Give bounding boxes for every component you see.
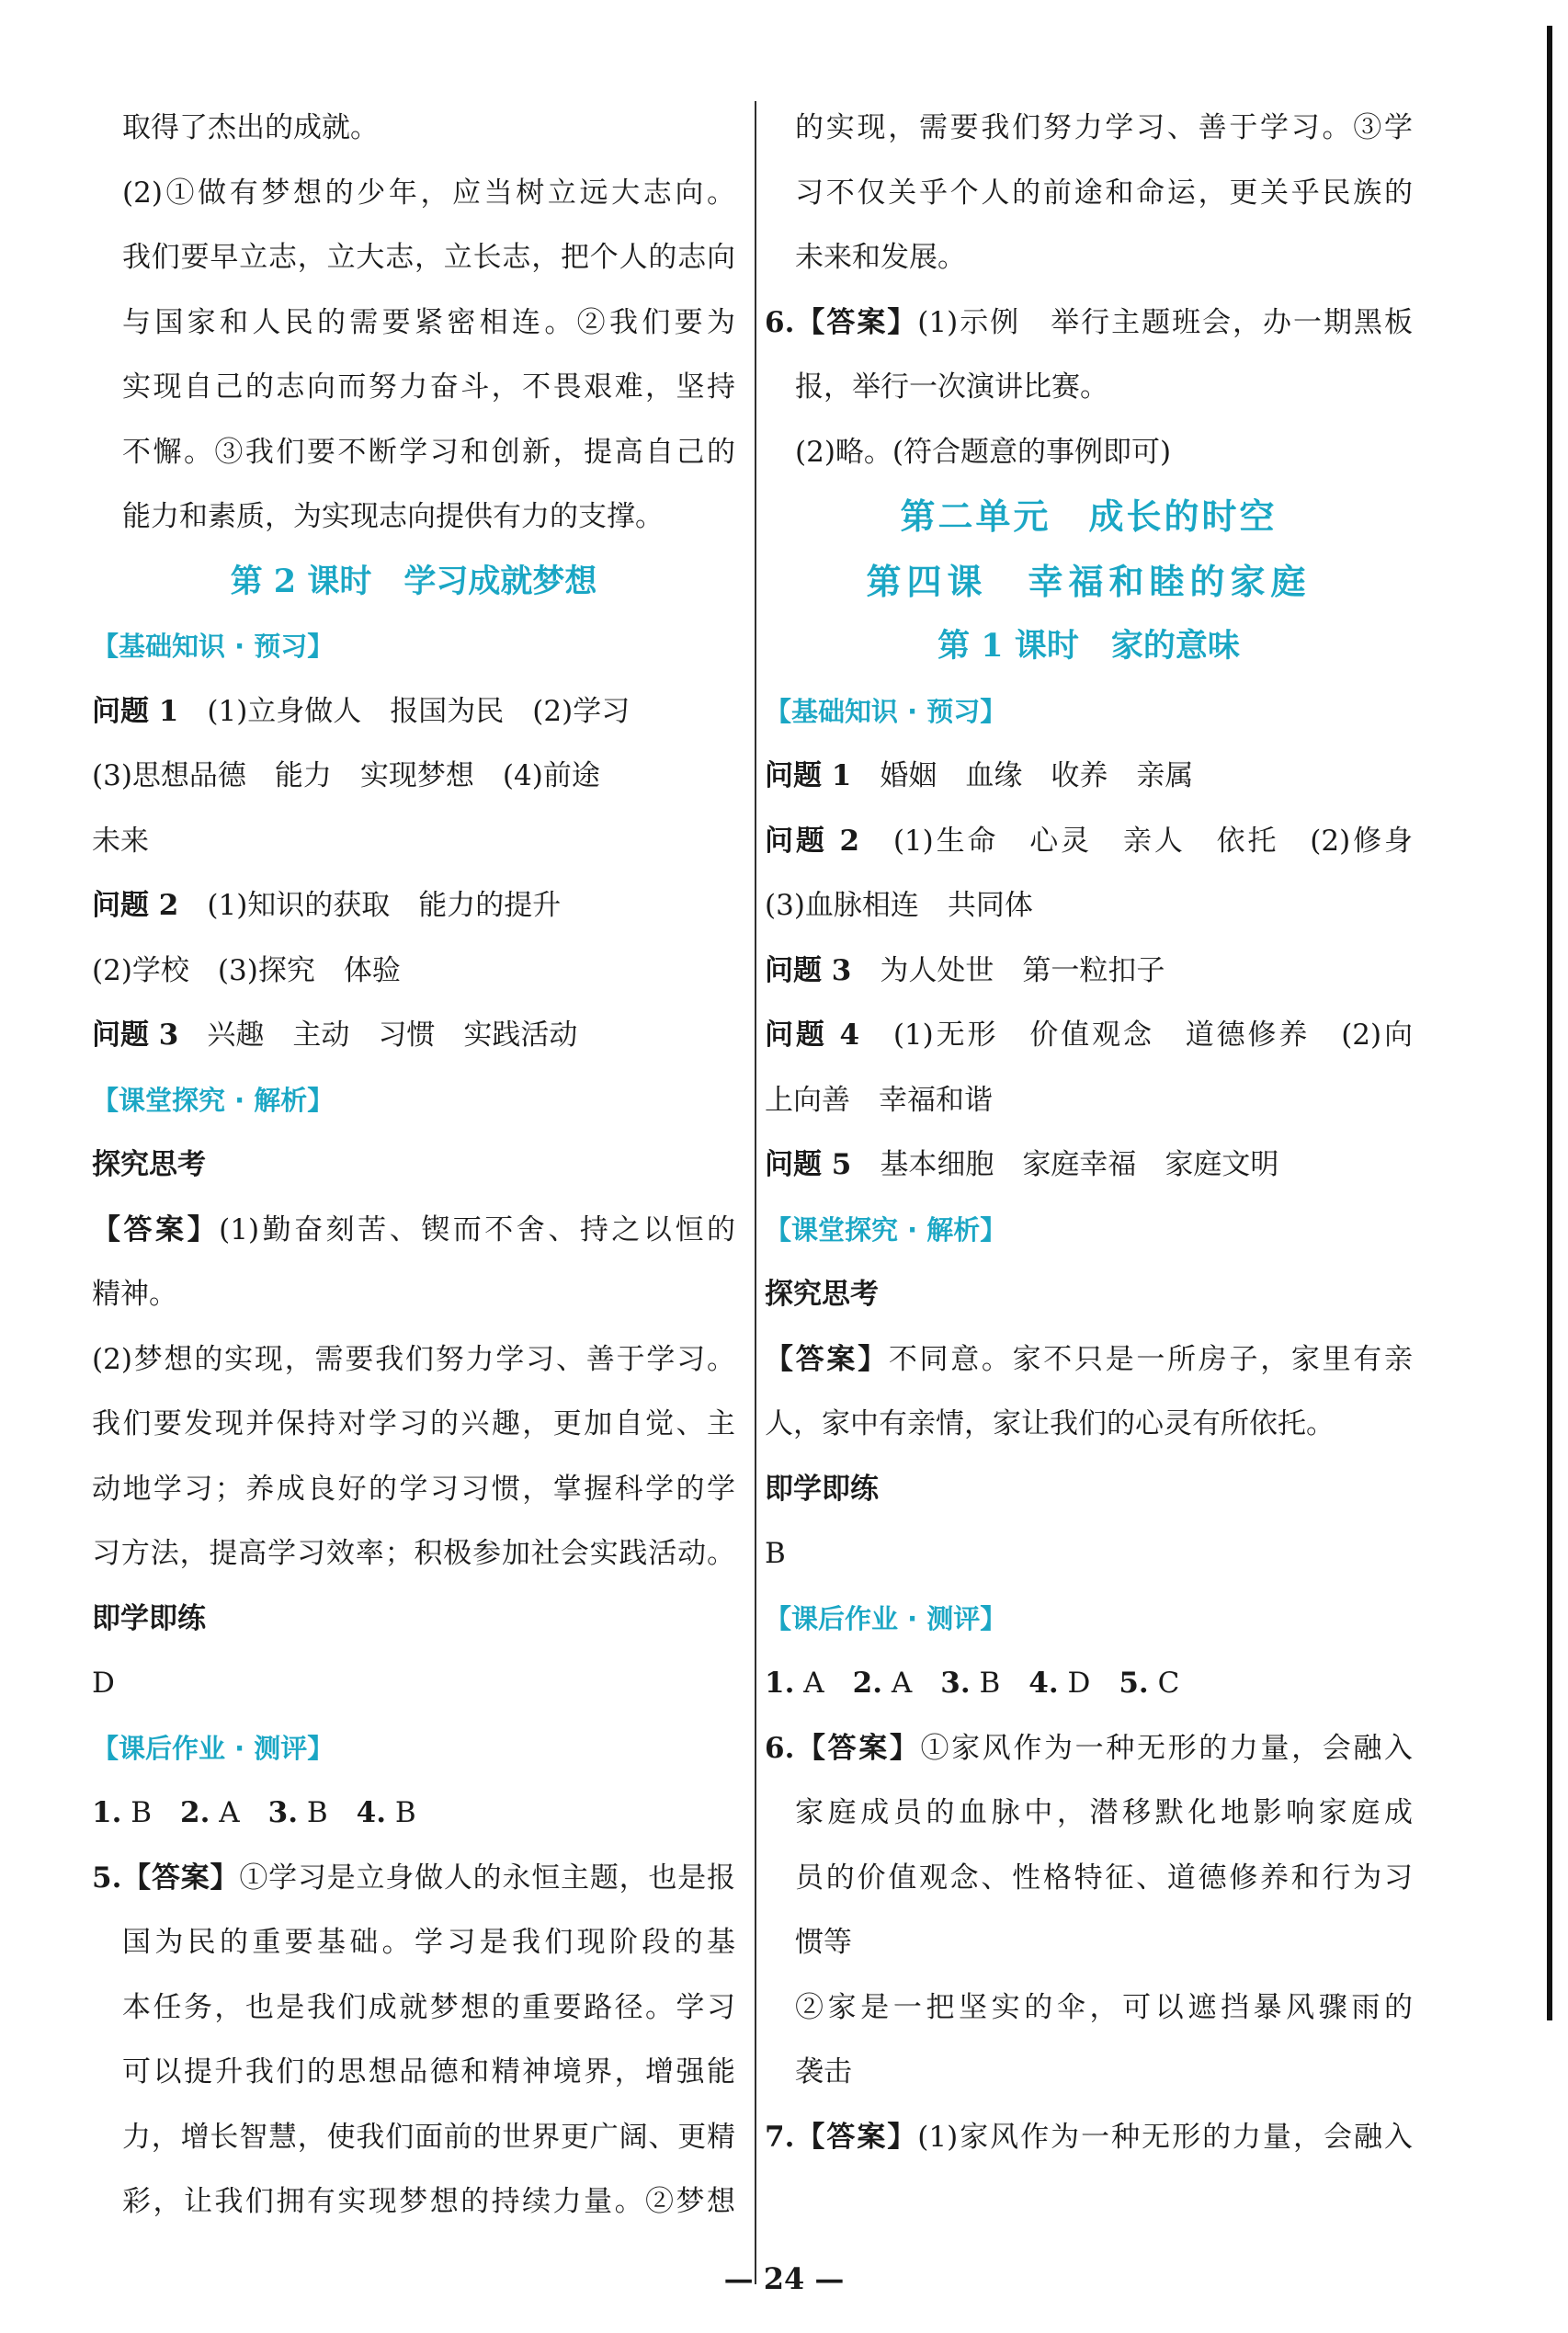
text-line: B [765, 1537, 786, 1570]
text-line: 习方法，提高学习效率；积极参加社会实践活动。 [92, 1537, 735, 1570]
question-answer-line: 问题 3 为人处世 第一粒扣子 [765, 953, 1165, 987]
text-line: 我们要早立志，立大志，立长志，把个人的志向 [122, 241, 735, 274]
text-line: 不懈。③我们要不断学习和创新，提高自己的 [122, 435, 735, 469]
answer-line: 6.【答案】①家风作为一种无形的力量，会融入 [765, 1731, 1413, 1765]
answer-line: 【答案】(1)勤奋刻苦、锲而不舍、持之以恒的 [92, 1212, 735, 1246]
text-line: 的实现，需要我们努力学习、善于学习。③学 [795, 111, 1413, 144]
subheading: 即学即练 [92, 1601, 206, 1635]
page-edge-bar [1547, 26, 1552, 2020]
lesson-title: 第 2 课时 学习成就梦想 [230, 562, 597, 600]
text-line: 国为民的重要基础。学习是我们现阶段的基 [122, 1926, 735, 1959]
chapter-title: 第四课 幸福和睦的家庭 [866, 560, 1312, 602]
text-line: 家庭成员的血脉中，潜移默化地影响家庭成 [795, 1796, 1413, 1829]
question-answer-line: 问题 1 婚姻 血缘 收养 亲属 [765, 759, 1194, 792]
answer-line: 7.【答案】(1)家风作为一种无形的力量，会融入 [765, 2120, 1413, 2154]
text-line: 员的价值观念、性格特征、道德修养和行为习 [795, 1861, 1413, 1895]
text-line: 彩，让我们拥有实现梦想的持续力量。②梦想 [122, 2185, 735, 2218]
question-answer-line: 问题 2 (1)知识的获取 能力的提升 [92, 889, 562, 922]
question-answer-line: 问题 4 (1)无形 价值观念 道德修养 (2)向 [765, 1019, 1413, 1052]
text-line: (3)思想品德 能力 实现梦想 (4)前途 [92, 759, 600, 792]
text-line: 习不仅关乎个人的前途和命运，更关乎民族的 [795, 176, 1413, 210]
text-line: 报，举行一次演讲比赛。 [795, 370, 1108, 404]
answer-line: 5.【答案】①学习是立身做人的永恒主题，也是报 [92, 1861, 735, 1895]
text-line: 实现自己的志向而努力奋斗，不畏艰难，坚持 [122, 370, 735, 404]
section-heading: 【基础知识 · 预习】 [92, 631, 335, 662]
text-line: 本任务，也是我们成就梦想的重要路径。学习 [122, 1990, 735, 2024]
subheading: 即学即练 [765, 1472, 879, 1506]
text-line: 惯等 [795, 1926, 852, 1959]
answer-line: 6.【答案】(1)示例 举行主题班会，办一期黑板 [765, 305, 1413, 339]
right-column [765, 96, 1413, 2169]
section-heading: 【基础知识 · 预习】 [765, 695, 1007, 727]
text-line: (2)略。(符合题意的事例即可) [795, 435, 1172, 469]
column-divider [755, 101, 756, 2284]
page-number: — 24 — [723, 2261, 845, 2296]
text-line: D [92, 1667, 115, 1700]
text-line: 动地学习；养成良好的学习习惯，掌握科学的学 [92, 1472, 735, 1506]
text-line: 上向善 幸福和谐 [765, 1083, 993, 1117]
subheading: 探究思考 [765, 1278, 879, 1311]
left-column [92, 96, 735, 2235]
text-line: (2)①做有梦想的少年，应当树立远大志向。 [122, 176, 735, 210]
subheading: 探究思考 [92, 1148, 206, 1181]
question-answer-line: 问题 5 基本细胞 家庭幸福 家庭文明 [765, 1148, 1279, 1181]
text-line: 人，家中有亲情，家让我们的心灵有所依托。 [765, 1407, 1335, 1440]
text-line: ②家是一把坚实的伞，可以遮挡暴风骤雨的 [795, 1990, 1413, 2024]
text-line: 我们要发现并保持对学习的兴趣，更加自觉、主 [92, 1407, 735, 1440]
question-answer-line: 问题 1 (1)立身做人 报国为民 (2)学习 [92, 694, 631, 728]
text-line: (3)血脉相连 共同体 [765, 889, 1033, 922]
text-line: (2)学校 (3)探究 体验 [92, 953, 401, 987]
section-heading: 【课后作业 · 测评】 [92, 1732, 335, 1764]
text-line: 与国家和人民的需要紧密相连。②我们要为 [122, 305, 735, 339]
text-line: 未来和发展。 [795, 241, 966, 274]
lesson-title: 第 1 课时 家的意味 [937, 627, 1240, 665]
unit-title: 第二单元 成长的时空 [900, 495, 1278, 537]
text-line: 袭击 [795, 2055, 852, 2088]
text-line: 能力和素质，为实现志向提供有力的支撑。 [122, 500, 664, 533]
section-heading: 【课堂探究 · 解析】 [765, 1213, 1007, 1246]
text-line: 取得了杰出的成就。 [122, 111, 379, 144]
text-line: 未来 [92, 824, 149, 858]
section-heading: 【课后作业 · 测评】 [765, 1602, 1007, 1634]
answer-line: 【答案】不同意。家不只是一所房子，家里有亲 [765, 1342, 1414, 1376]
text-line: 力，增长智慧，使我们面前的世界更广阔、更精 [122, 2120, 735, 2154]
text-line: 可以提升我们的思想品德和精神境界，增强能 [122, 2055, 735, 2088]
text-line: (2)梦想的实现，需要我们努力学习、善于学习。 [92, 1342, 735, 1376]
multiple-choice-answers: 1. A 2. A 3. B 4. D 5. C [765, 1667, 1180, 1700]
multiple-choice-answers: 1. B 2. A 3. B 4. B [92, 1796, 416, 1829]
question-answer-line: 问题 3 兴趣 主动 习惯 实践活动 [92, 1019, 578, 1052]
section-heading: 【课堂探究 · 解析】 [92, 1084, 335, 1116]
text-line: 精神。 [92, 1278, 177, 1311]
question-answer-line: 问题 2 (1)生命 心灵 亲人 依托 (2)修身 [765, 824, 1413, 858]
